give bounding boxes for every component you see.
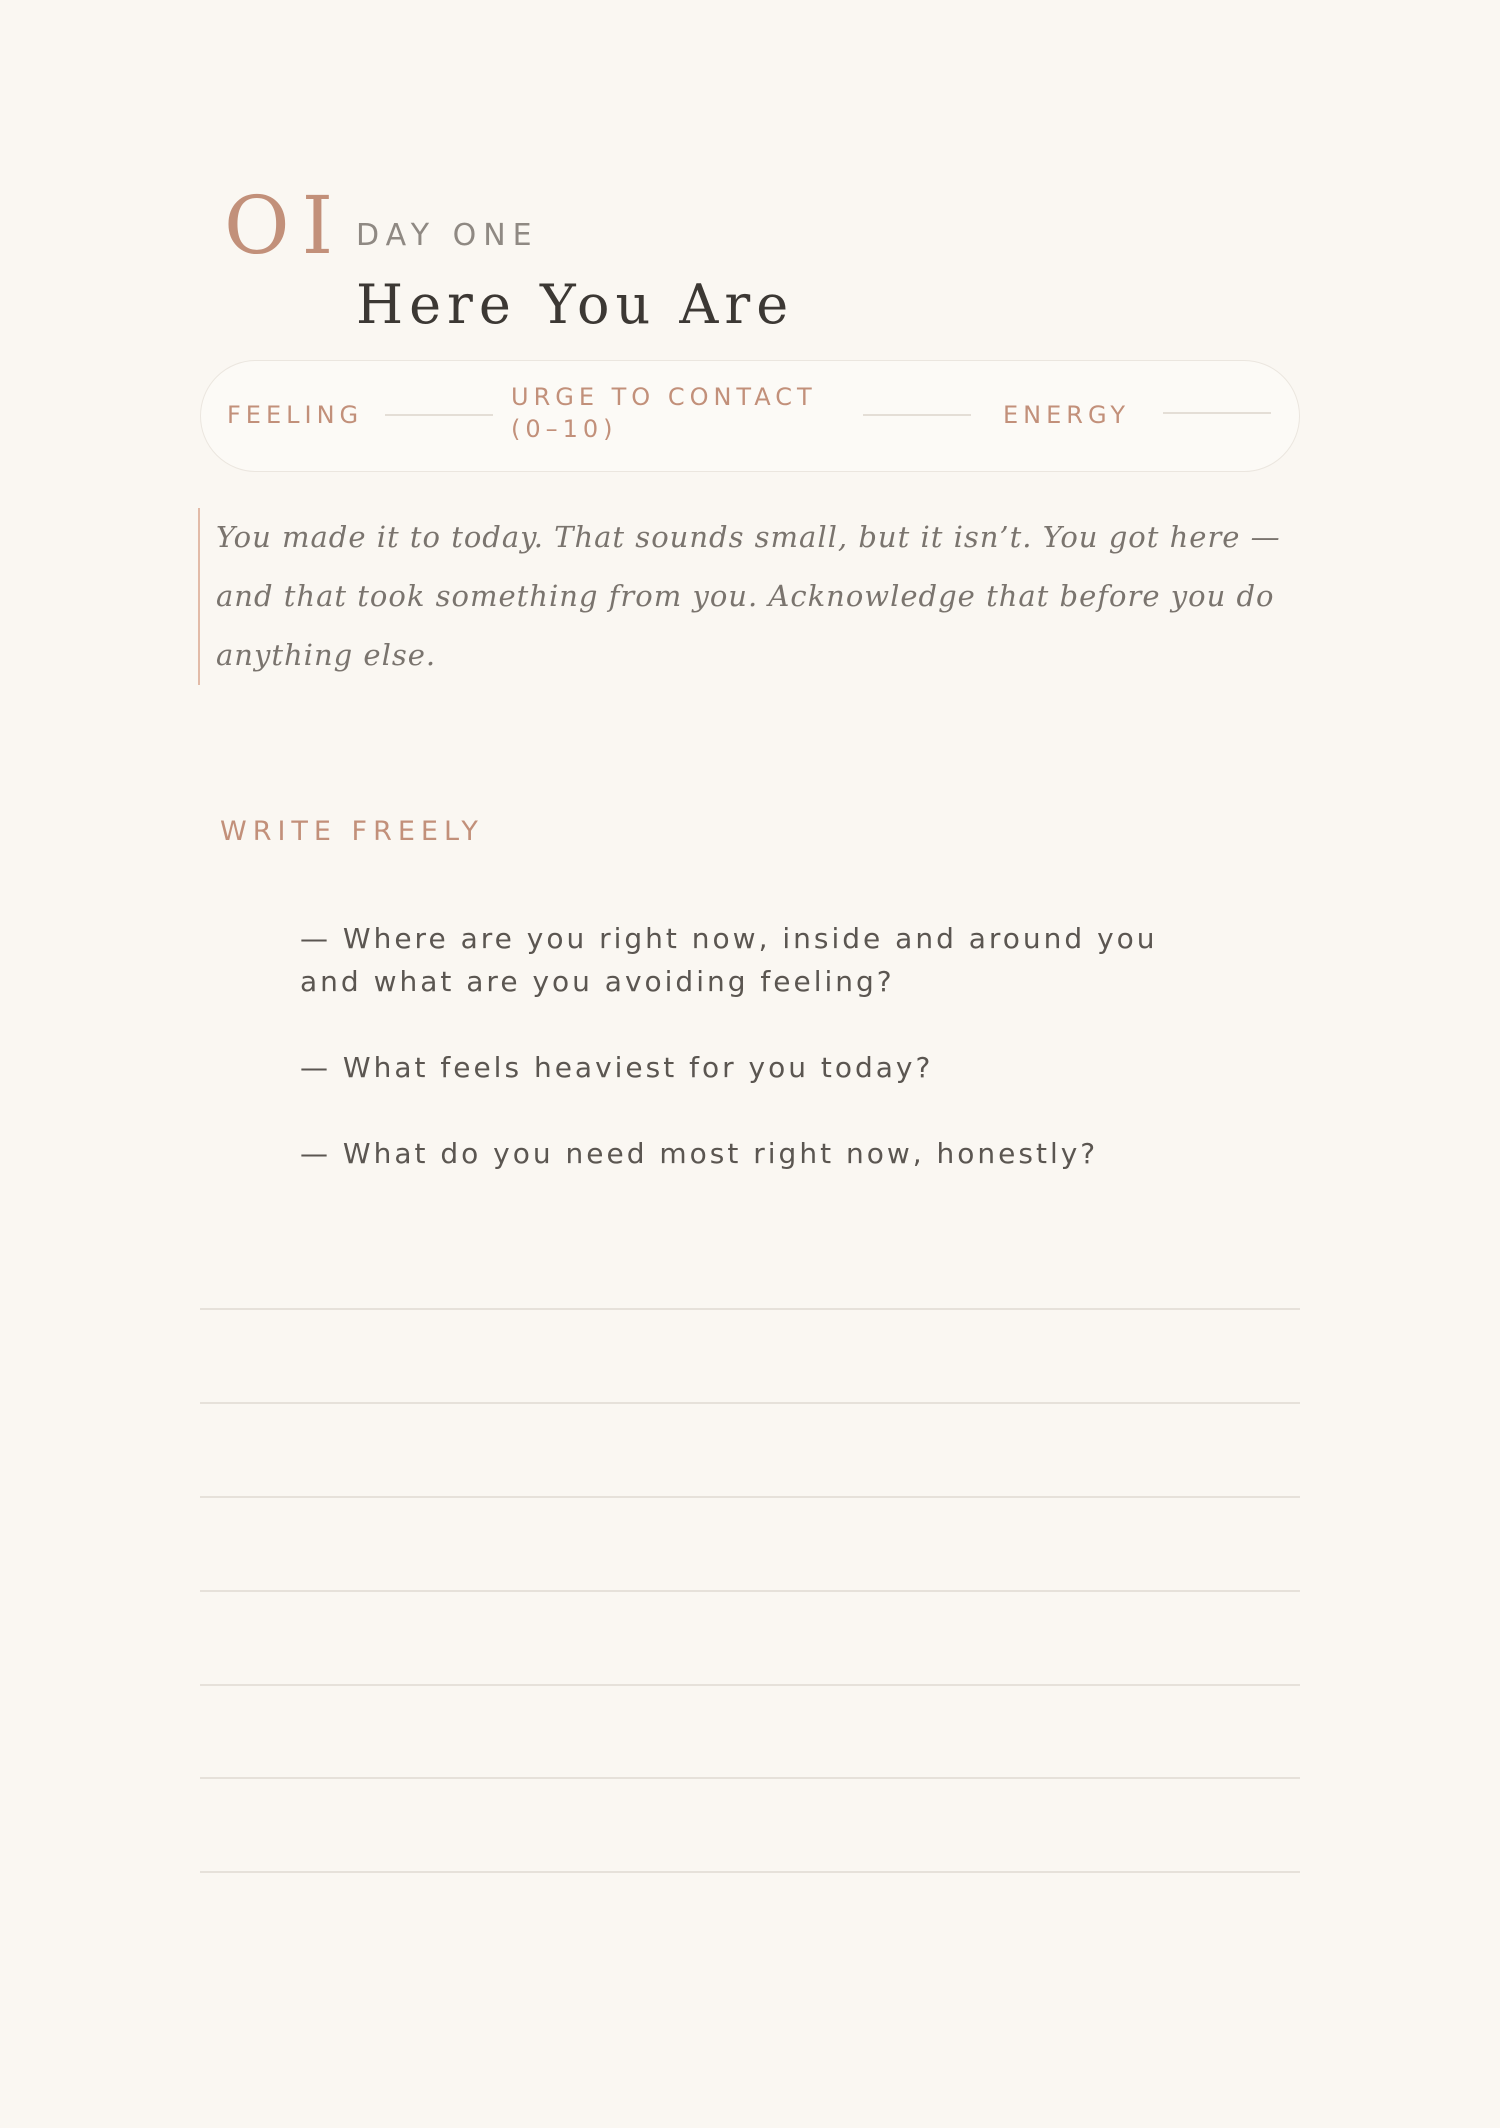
prompt-item: — What do you need most right now, honestly? <box>300 1137 1099 1170</box>
tracker-label-urge-scale: (0–10) <box>511 415 618 443</box>
section-label: WRITE FREELY <box>220 816 484 847</box>
intro-quote: You made it to today. That sounds small, but it isn’t. You got here — and that took something from you. Acknowledge that before you do anything else. <box>198 508 1308 685</box>
day-label: DAY ONE <box>356 218 539 253</box>
mood-tracker <box>200 360 1300 472</box>
tracker-label-energy: ENERGY <box>1003 401 1131 429</box>
prompt-item: — What feels heaviest for you today? <box>300 1051 934 1084</box>
prompt-item: — Where are you right now, inside and around you and what are you avoiding feeling? <box>300 922 1158 998</box>
tracker-label-feeling: FEELING <box>227 401 364 429</box>
urge-entry-line[interactable] <box>863 414 971 416</box>
writing-line[interactable] <box>200 1496 1300 1498</box>
writing-line[interactable] <box>200 1777 1300 1779</box>
writing-line[interactable] <box>200 1684 1300 1686</box>
writing-line[interactable] <box>200 1590 1300 1592</box>
writing-line[interactable] <box>200 1402 1300 1404</box>
writing-line[interactable] <box>200 1308 1300 1310</box>
page-title: Here You Are <box>356 273 795 336</box>
tracker-label-urge: URGE TO CONTACT <box>511 383 817 411</box>
day-number: OI <box>224 179 346 272</box>
feeling-entry-line[interactable] <box>385 414 493 416</box>
energy-entry-line[interactable] <box>1163 412 1271 414</box>
writing-line[interactable] <box>200 1871 1300 1873</box>
